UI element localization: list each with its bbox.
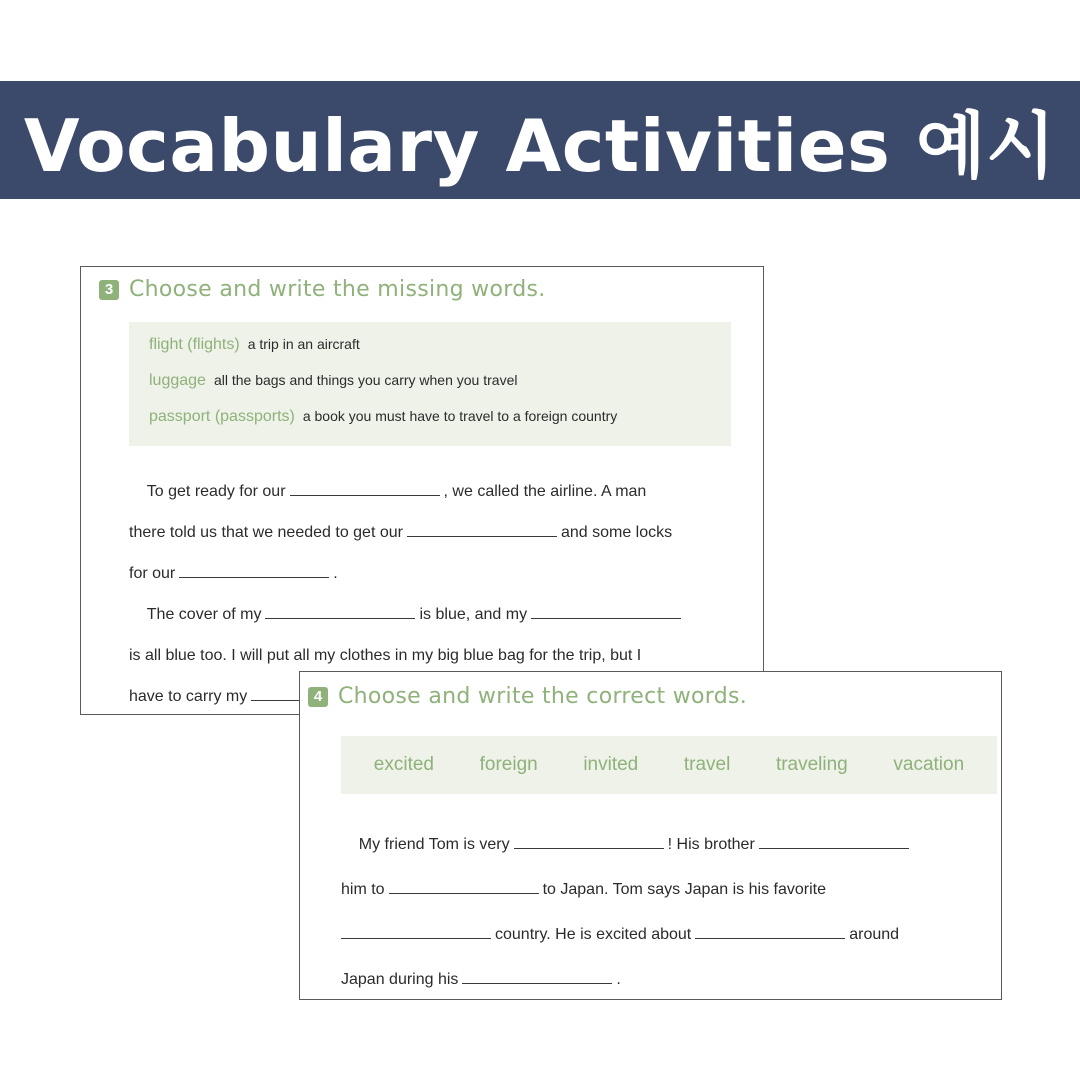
vocabulary-box — [129, 322, 731, 446]
vocab-definition: a trip in an aircraft — [247, 336, 360, 352]
activity-4-card — [299, 671, 1002, 1000]
activity-4-passage — [341, 822, 913, 1000]
passage-text: ! His brother — [667, 836, 755, 853]
passage-text: to Japan. Tom says Japan is his favorite — [542, 881, 826, 898]
activity-3-number-badge: 3 — [99, 280, 119, 300]
activity-4-instruction: Choose and write the correct words. — [338, 684, 748, 709]
answer-blank[interactable] — [531, 602, 681, 619]
passage-text: To get ready for our — [146, 483, 286, 500]
vocab-definition: all the bags and things you carry when you travel — [213, 372, 518, 388]
passage-text: country. He is excited about — [495, 926, 692, 943]
passage-text: for our — [129, 565, 176, 582]
vocab-entry — [149, 372, 711, 408]
answer-blank[interactable] — [407, 520, 557, 537]
passage-line — [341, 822, 913, 867]
passage-text: have to carry my — [129, 688, 248, 705]
passage-line — [129, 471, 685, 512]
word-bank-item: travel — [683, 754, 731, 775]
answer-blank[interactable] — [514, 832, 664, 849]
passage-text: Japan during his — [341, 971, 459, 988]
vocab-term: passport (passports) — [149, 408, 295, 425]
vocab-term: luggage — [149, 372, 206, 389]
passage-text: is blue, and my — [419, 606, 528, 623]
answer-blank[interactable] — [341, 922, 491, 939]
activity-4-heading — [308, 684, 747, 709]
word-bank-item: invited — [583, 754, 639, 775]
word-bank — [341, 736, 997, 794]
passage-line — [341, 957, 913, 1000]
vocab-definition: a book you must have to travel to a foreign country — [302, 408, 618, 424]
title-banner — [0, 81, 1080, 199]
page-title: Vocabulary Activities 예시 — [23, 104, 1057, 188]
answer-blank[interactable] — [389, 877, 539, 894]
activity-3-heading — [99, 277, 546, 302]
passage-text: , we called the airline. A man — [443, 483, 647, 500]
vocab-entry — [149, 408, 711, 444]
answer-blank[interactable] — [290, 479, 440, 496]
passage-text: My friend Tom is very — [358, 836, 510, 853]
passage-text: around — [849, 926, 900, 943]
passage-text: there told us that we needed to get our — [129, 524, 403, 541]
answer-blank[interactable] — [759, 832, 909, 849]
passage-text: him to — [341, 881, 385, 898]
passage-line — [341, 867, 913, 912]
word-bank-item: foreign — [479, 754, 538, 775]
activity-4-number-badge: 4 — [308, 687, 328, 707]
answer-blank[interactable] — [265, 602, 415, 619]
word-bank-item: vacation — [893, 754, 965, 775]
passage-line — [129, 512, 685, 553]
passage-text: The cover of my — [146, 606, 262, 623]
activity-3-instruction: Choose and write the missing words. — [129, 277, 546, 302]
word-bank-item: excited — [373, 754, 434, 775]
vocab-entry — [149, 336, 711, 372]
passage-text: . — [616, 971, 621, 988]
passage-line — [341, 912, 913, 957]
vocab-term: flight (flights) — [149, 336, 240, 353]
passage-text: and some locks — [560, 524, 673, 541]
activity-3-card — [80, 266, 764, 715]
passage-line — [129, 635, 685, 676]
answer-blank[interactable] — [179, 561, 329, 578]
answer-blank[interactable] — [462, 967, 612, 984]
passage-line — [129, 553, 685, 594]
word-bank-item: traveling — [775, 754, 848, 775]
passage-text: . — [333, 565, 338, 582]
passage-text: is all blue too. I will put all my clothes in my big blue bag for the trip, but I — [129, 647, 642, 664]
passage-line — [129, 594, 685, 635]
answer-blank[interactable] — [695, 922, 845, 939]
